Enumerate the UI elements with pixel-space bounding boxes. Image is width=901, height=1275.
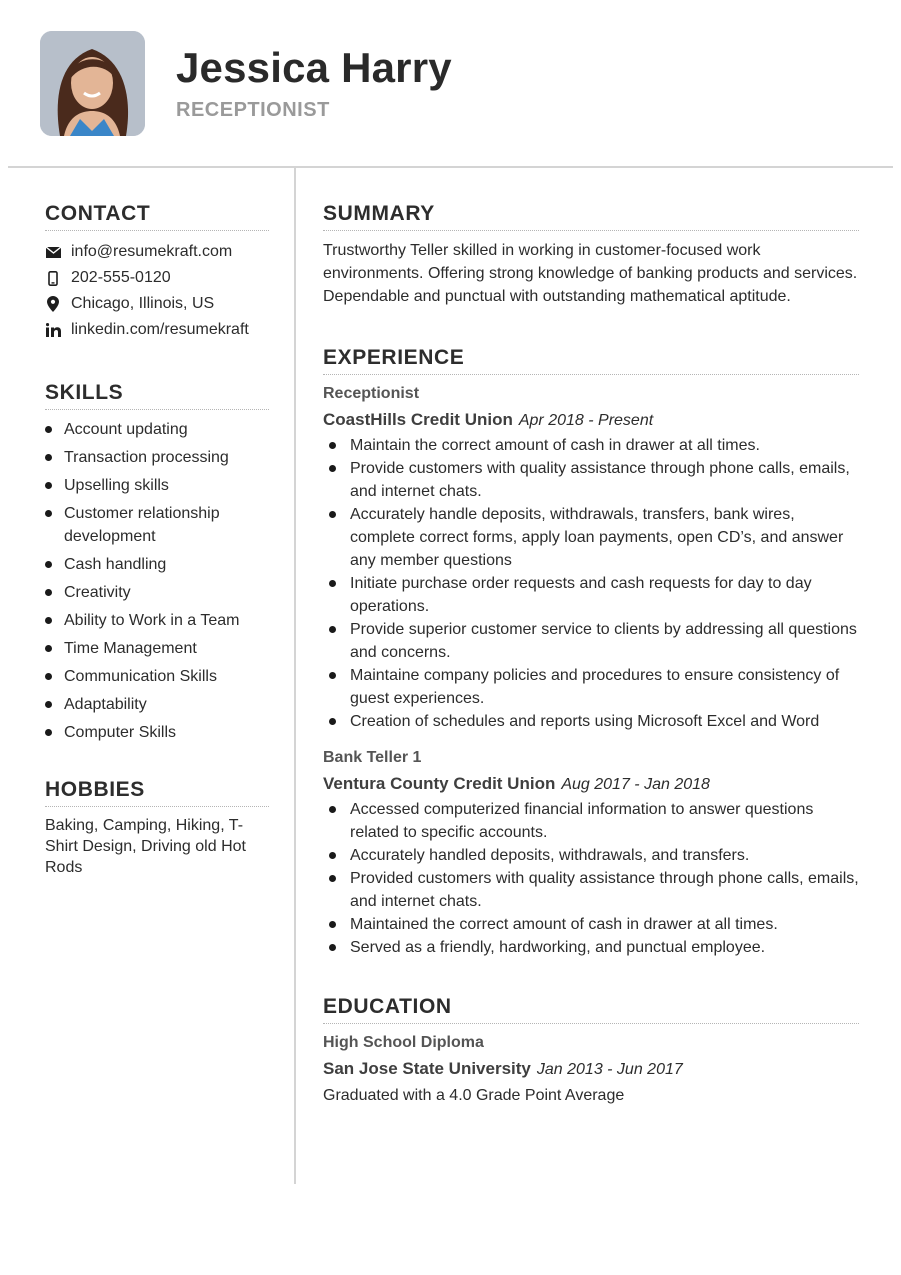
- education-dates: Jan 2013 - Jun 2017: [536, 1061, 683, 1078]
- job-bullet: Provided customers with quality assistance through phone calls, emails, and internet chats.: [323, 867, 859, 913]
- education-school: San Jose State University: [323, 1059, 531, 1078]
- profile-photo: [40, 31, 145, 136]
- job-bullet: Served as a friendly, hardworking, and punctual employee.: [323, 936, 859, 959]
- candidate-name: Jessica Harry: [176, 44, 452, 91]
- job-role: Receptionist: [323, 385, 420, 402]
- skill-item: Customer relationship development: [45, 502, 269, 548]
- job-bullet: Accessed computerized financial information to answer questions related to specific accounts.: [323, 798, 859, 844]
- contact-linkedin[interactable]: [45, 317, 269, 343]
- summary-heading: SUMMARY: [323, 202, 859, 231]
- job-bullet: Provide customers with quality assistance through phone calls, emails, and internet chats.: [323, 457, 859, 503]
- summary-text: Trustworthy Teller skilled in working in customer-focused work environments. Offering strong knowledge of banking products and services. Dependable and punctual with outstanding mathematical aptitude.: [323, 242, 858, 305]
- skill-item: Adaptability: [45, 693, 269, 716]
- contact-phone-text: 202-555-0120: [71, 269, 171, 286]
- contact-heading: CONTACT: [45, 202, 269, 231]
- skills-heading: SKILLS: [45, 381, 269, 410]
- contact-location-text: Chicago, Illinois, US: [71, 295, 215, 312]
- contact-location: [45, 291, 269, 317]
- skill-item: Transaction processing: [45, 446, 269, 469]
- skill-item: Communication Skills: [45, 665, 269, 688]
- summary-section: [323, 202, 859, 308]
- email-icon: [45, 244, 61, 260]
- column-divider: [294, 167, 296, 1184]
- hobbies-heading: HOBBIES: [45, 778, 269, 807]
- job-bullet: Maintain the correct amount of cash in drawer at all times.: [323, 434, 859, 457]
- education-note: Graduated with a 4.0 Grade Point Average: [323, 1087, 625, 1104]
- job-bullet: Accurately handle deposits, withdrawals, transfers, bank wires, complete correct forms, apply loan payments, open CD’s, and answer any member questions: [323, 503, 859, 572]
- job-org-line: [323, 409, 859, 432]
- job-title: RECEPTIONIST: [176, 99, 330, 121]
- job-entry: [323, 747, 859, 959]
- phone-icon: [45, 270, 61, 286]
- experience-section: [323, 346, 859, 959]
- contact-linkedin-text: linkedin.com/resumekraft: [71, 321, 249, 338]
- job-entry: [323, 383, 859, 733]
- header-divider: [8, 166, 893, 168]
- skill-item: Ability to Work in a Team: [45, 609, 269, 632]
- contact-phone[interactable]: [45, 265, 269, 291]
- job-bullet: Creation of schedules and reports using Microsoft Excel and Word: [323, 710, 859, 733]
- hobbies-section: [45, 778, 269, 878]
- contact-section: [45, 202, 269, 343]
- linkedin-icon: [45, 322, 61, 338]
- right-column: [323, 202, 859, 1107]
- education-org-line: [323, 1058, 859, 1081]
- education-section: [323, 995, 859, 1107]
- skill-item: Upselling skills: [45, 474, 269, 497]
- job-org-line: [323, 773, 859, 796]
- education-heading: EDUCATION: [323, 995, 859, 1024]
- job-bullet: Maintained the correct amount of cash in drawer at all times.: [323, 913, 859, 936]
- job-dates: Aug 2017 - Jan 2018: [561, 776, 710, 793]
- hobbies-text: Baking, Camping, Hiking, T-Shirt Design, Driving old Hot Rods: [45, 817, 246, 876]
- contact-email[interactable]: [45, 239, 269, 265]
- skill-item: Creativity: [45, 581, 269, 604]
- skills-section: [45, 381, 269, 744]
- job-bullet: Provide superior customer service to clients by addressing all questions and concerns.: [323, 618, 859, 664]
- experience-heading: EXPERIENCE: [323, 346, 859, 375]
- job-employer: CoastHills Credit Union: [323, 410, 513, 429]
- contact-email-text: info@resumekraft.com: [71, 243, 233, 260]
- job-dates: Apr 2018 - Present: [518, 412, 654, 429]
- job-bullet: Maintaine company policies and procedures to ensure consistency of guest experiences.: [323, 664, 859, 710]
- skill-item: Cash handling: [45, 553, 269, 576]
- job-bullet: Accurately handled deposits, withdrawals, and transfers.: [323, 844, 859, 867]
- job-bullet: Initiate purchase order requests and cash requests for day to day operations.: [323, 572, 859, 618]
- left-column: [45, 202, 269, 878]
- skill-item: Computer Skills: [45, 721, 269, 744]
- education-degree: High School Diploma: [323, 1034, 484, 1051]
- job-role: Bank Teller 1: [323, 749, 422, 766]
- job-employer: Ventura County Credit Union: [323, 774, 556, 793]
- skill-item: Time Management: [45, 637, 269, 660]
- skill-item: Account updating: [45, 418, 269, 441]
- location-pin-icon: [45, 296, 61, 312]
